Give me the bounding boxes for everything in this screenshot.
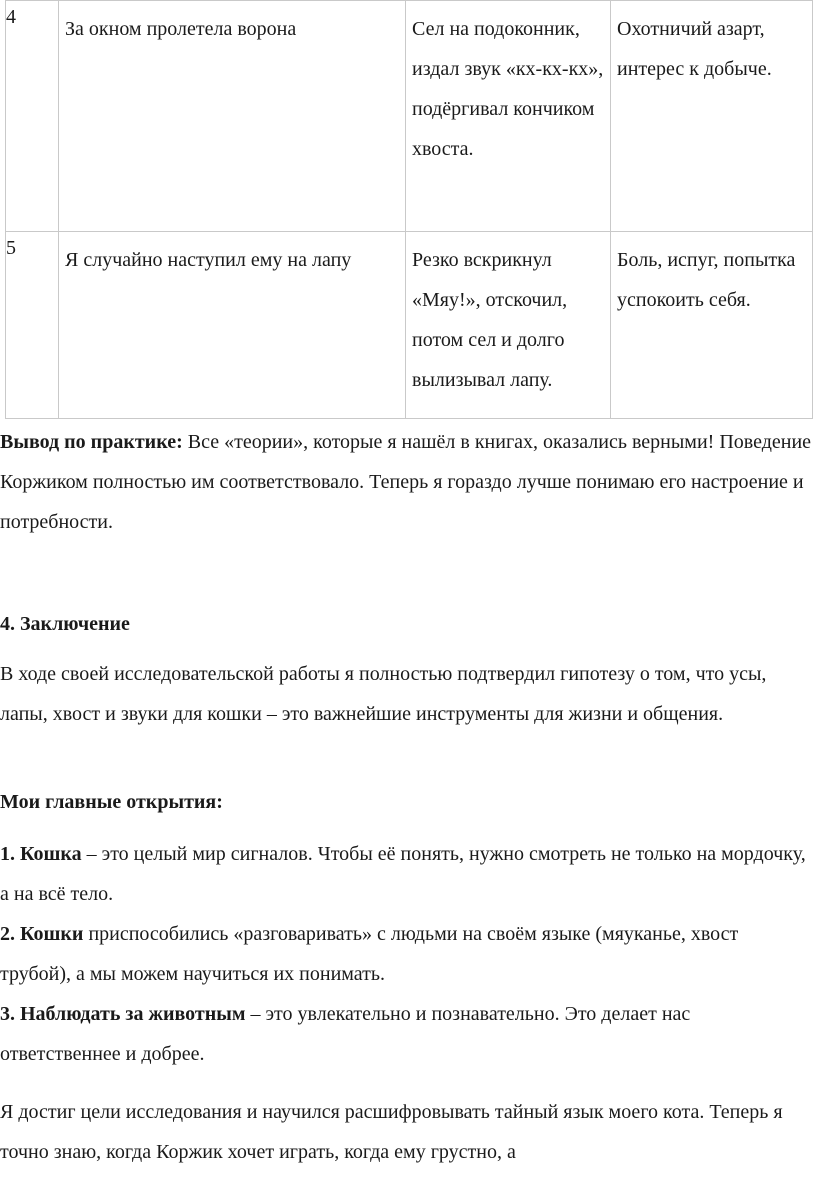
meaning-cell: [611, 232, 813, 419]
table-row: [6, 1, 813, 232]
behavior-cell: [406, 1, 611, 232]
section-4-intro: [0, 654, 812, 734]
practice-conclusion: [0, 422, 812, 542]
meaning-cell: [611, 1, 813, 232]
discovery-text: – это целый мир сигналов. Чтобы её понять, нужно смотреть не только на мордочку, а на всё тело.: [0, 843, 806, 905]
practice-conclusion-text: Все «теории», которые я нашёл в книгах, оказались верными! Поведение Коржиком полностью им соответствовало. Теперь я гораздо лучше понимаю его настроение и потребности.: [0, 431, 812, 533]
discovery-lead: 1. Кошка: [0, 843, 82, 865]
meaning-text: Охотничий азарт, интерес к добыче.: [617, 18, 772, 80]
situation-text: Я случайно наступил ему на лапу: [65, 249, 352, 271]
discovery-text: – это увлекательно и познавательно. Это делает нас ответственнее и добрее.: [0, 1003, 691, 1065]
practice-conclusion-paragraph: [0, 422, 812, 542]
final-paragraph: Я достиг цели исследования и научился расшифровывать тайный язык моего кота. Теперь я точно знаю, когда Коржик хочет играть, когда ему грустно, а: [0, 1101, 783, 1163]
discovery-text: приспособились «разговаривать» с людьми на своём языке (мяуканье, хвост трубой), а мы можем научиться их понимать.: [0, 923, 739, 985]
intro-paragraph: В ходе своей исследовательской работы я полностью подтвердил гипотезу о том, что усы, лапы, хвост и звуки для кошки – это важнейшие инструменты для жизни и общения.: [0, 663, 767, 725]
practice-conclusion-label: Вывод по практике:: [0, 431, 183, 453]
observation-table: [5, 0, 813, 419]
behavior-cell: [406, 232, 611, 419]
row-number: 4: [6, 6, 16, 28]
discoveries-heading: Мои главные открытия:: [0, 791, 223, 813]
situation-cell: [59, 232, 406, 419]
discovery-lead: 2. Кошки: [0, 923, 84, 945]
meaning-text: Боль, испуг, попытка успокоить себя.: [617, 249, 796, 311]
section-heading: 4. Заключение: [0, 613, 130, 635]
list-item: [0, 994, 812, 1074]
situation-cell: [59, 1, 406, 232]
final-paragraph-block: [0, 1092, 812, 1172]
list-item: [0, 834, 812, 914]
table-row: [6, 232, 813, 419]
behavior-text: Резко вскрикнул «Мяу!», отскочил, потом сел и долго вылизывал лапу.: [412, 249, 568, 391]
behavior-text: Сел на подоконник, издал звук «кх-кх-кх», подёргивал кончиком хвоста.: [412, 18, 604, 160]
discovery-lead: 3. Наблюдать за животным: [0, 1003, 246, 1025]
section-4-heading: [0, 604, 812, 644]
row-number: 5: [6, 237, 16, 259]
list-item: [0, 914, 812, 994]
discoveries-heading-block: [0, 782, 812, 822]
row-number-cell: [6, 232, 59, 419]
row-number-cell: [6, 1, 59, 232]
situation-text: За окном пролетела ворона: [65, 18, 297, 40]
discoveries-list: [0, 834, 812, 1074]
